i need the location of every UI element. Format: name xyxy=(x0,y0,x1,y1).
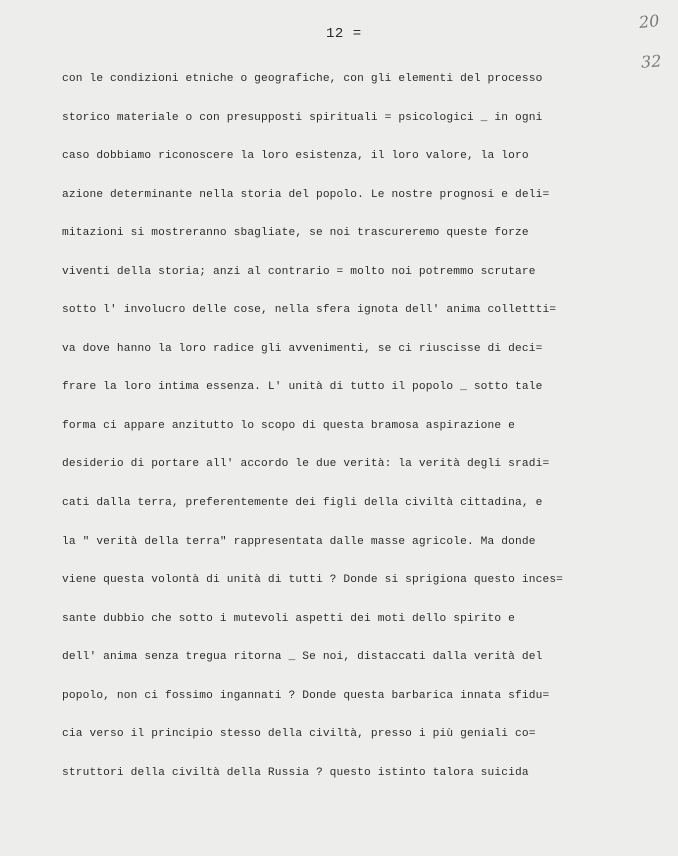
text-line-13: la " verità della terra" rappresentata dalle masse agricole. Ma donde xyxy=(62,535,536,548)
text-line-10: forma ci appare anzitutto lo scopo di questa bramosa aspirazione e xyxy=(62,419,515,432)
text-line-9: frare la loro intima essenza. L' unità di tutto il popolo _ sotto tale xyxy=(62,381,543,394)
text-line-6: viventi della storia; anzi al contrario = molto noi potremmo scrutare xyxy=(62,265,536,278)
text-line-11: desiderio di portare all' accordo le due verità: la verità degli sradi= xyxy=(62,458,550,471)
margin-note-top: 20 xyxy=(638,10,661,33)
text-line-3: caso dobbiamo riconoscere la loro esistenza, il loro valore, la loro xyxy=(62,150,529,163)
text-line-15: sante dubbio che sotto i mutevoli aspetti dei moti dello spirito e xyxy=(62,612,515,625)
text-line-1: con le condizioni etniche o geografiche, con gli elementi del processo xyxy=(62,73,543,85)
text-line-4: azione determinante nella storia del popolo. Le nostre prognosi e deli= xyxy=(62,188,550,201)
text-line-7: sotto l' involucro delle cose, nella sfera ignota dell' anima collettti= xyxy=(62,304,557,317)
typed-body-text xyxy=(62,60,602,792)
text-line-18: cia verso il principio stesso della civiltà, presso i più geniali co= xyxy=(62,728,536,741)
text-line-16: dell' anima senza tregua ritorna _ Se noi, distaccati dalla verità del xyxy=(62,651,543,664)
margin-note-second: 32 xyxy=(640,51,662,72)
text-line-8: va dove hanno la loro radice gli avvenimenti, se ci riuscisse di deci= xyxy=(62,342,543,355)
text-line-17: popolo, non ci fossimo ingannati ? Donde questa barbarica innata sfidu= xyxy=(62,689,550,702)
text-line-12: cati dalla terra, preferentemente dei figli della civiltà cittadina, e xyxy=(62,497,543,510)
page-number: 12 = xyxy=(326,26,362,42)
text-line-5: mitazioni si mostreranno sbagliate, se noi trascureremo queste forze xyxy=(62,227,529,240)
text-line-14: viene questa volontà di unità di tutti ? Donde si sprigiona questo inces= xyxy=(62,574,564,587)
text-line-19: struttori della civiltà della Russia ? questo istinto talora suicida xyxy=(62,766,529,779)
text-line-2: storico materiale o con presupposti spirituali = psicologici _ in ogni xyxy=(62,111,543,124)
